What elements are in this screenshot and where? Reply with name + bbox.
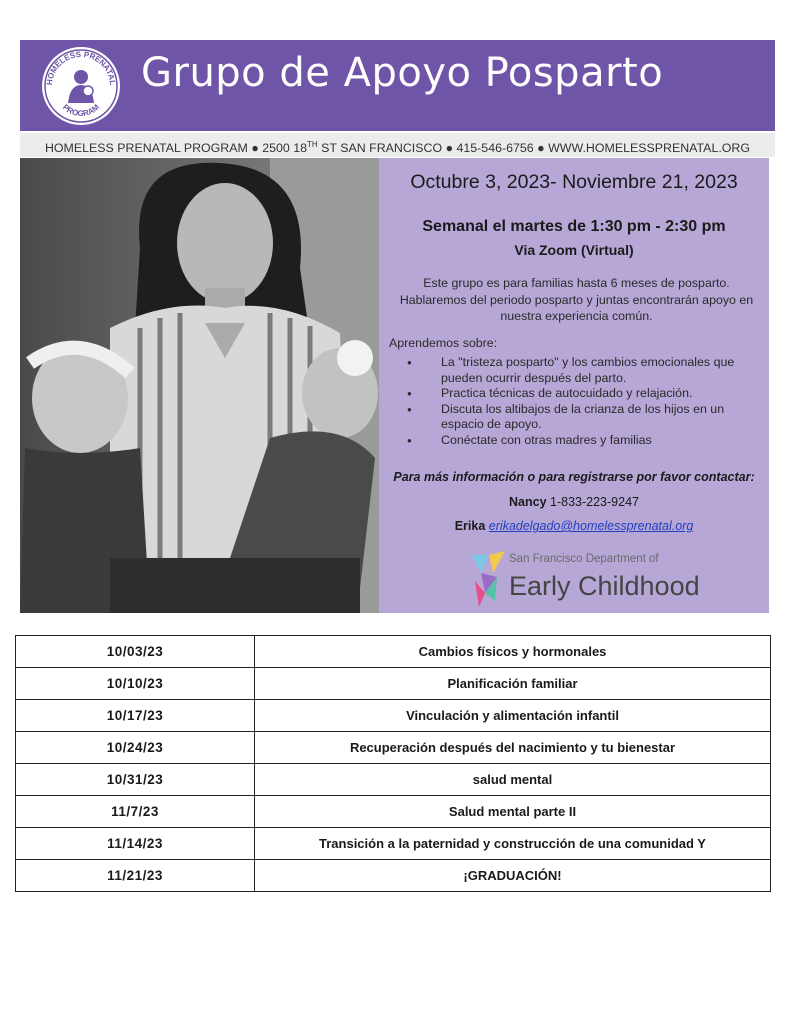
session-topic: Cambios físicos y hormonales xyxy=(255,636,771,668)
list-item: ● Conéctate con otras madres y familias xyxy=(407,433,762,449)
meeting-format: Via Zoom (Virtual) xyxy=(514,242,634,258)
table-row xyxy=(16,828,771,860)
sfdec-logo-mark-icon xyxy=(471,551,505,607)
session-date: 10/31/23 xyxy=(16,764,255,796)
session-date: 11/14/23 xyxy=(16,828,255,860)
list-item: ● Discuta los altibajos de la crianza de los hijos en un espacio de apoyo. xyxy=(407,402,762,433)
session-topic: ¡GRADUACIÓN! xyxy=(255,860,771,892)
table-row xyxy=(16,764,771,796)
sponsor-top-text: San Francisco Department of xyxy=(509,553,659,565)
list-item: ● Practica técnicas de autocuidado y relajación. xyxy=(407,386,762,402)
sponsor-logo xyxy=(471,551,701,609)
table-row xyxy=(16,668,771,700)
contact-email-link[interactable]: erikadelgado@homelessprenatal.org xyxy=(488,519,694,533)
header-banner xyxy=(20,40,775,131)
contact-nancy xyxy=(379,495,769,509)
session-topic: Salud mental parte II xyxy=(255,796,771,828)
table-row xyxy=(16,700,771,732)
separator: ● xyxy=(251,141,259,156)
separator: ● xyxy=(537,141,545,156)
org-name: HOMELESS PRENATAL PROGRAM xyxy=(44,141,248,156)
contact-bar xyxy=(20,133,775,157)
contact-erika xyxy=(379,519,769,533)
session-topic: salud mental xyxy=(255,764,771,796)
table-row xyxy=(16,796,771,828)
contact-heading: Para más información o para registrarse por favor contactar: xyxy=(393,470,755,484)
session-topic: Transición a la paternidad y construcción de una comunidad Y xyxy=(255,828,771,860)
logo-text-top: HOMELESS PRENATAL xyxy=(44,49,118,86)
session-date: 11/7/23 xyxy=(16,796,255,828)
list-item: ● La "tristeza posparto" y los cambios emocionales que pueden ocurrir después del parto. xyxy=(407,355,762,386)
schedule-table xyxy=(15,635,771,892)
topics-list xyxy=(407,355,762,448)
phone-number: 415-546-6756 xyxy=(456,141,534,156)
info-panel xyxy=(379,158,769,613)
session-topic: Vinculación y alimentación infantil xyxy=(255,700,771,732)
table-row xyxy=(16,732,771,764)
session-date: 10/17/23 xyxy=(16,700,255,732)
separator: ● xyxy=(445,141,454,156)
session-topic: Recuperación después del nacimiento y tu bienestar xyxy=(255,732,771,764)
session-date: 10/10/23 xyxy=(16,668,255,700)
contact-phone: 1-833-223-9247 xyxy=(550,495,639,509)
program-dates: Octubre 3, 2023- Noviembre 21, 2023 xyxy=(410,171,738,193)
contact-name: Erika xyxy=(454,519,486,533)
website-link[interactable]: WWW.HOMELESSPRENATAL.ORG xyxy=(548,141,751,156)
mother-with-twins-photo xyxy=(20,158,379,613)
table-row xyxy=(16,860,771,892)
logo-text-bottom: PROGRAM xyxy=(60,102,102,119)
group-description: Este grupo es para familias hasta 6 meses de posparto. Hablaremos del periodo posparto y juntas encontrarán apoyo en nuestra experiencia común. xyxy=(399,276,754,323)
sponsor-main-text: Early Childhood xyxy=(509,571,700,601)
session-date: 11/21/23 xyxy=(16,860,255,892)
weekly-schedule: Semanal el martes de 1:30 pm - 2:30 pm xyxy=(422,218,726,235)
address: 2500 18TH ST SAN FRANCISCO xyxy=(262,140,443,156)
session-topic: Planificación familiar xyxy=(255,668,771,700)
homeless-prenatal-logo xyxy=(40,45,122,127)
session-date: 10/03/23 xyxy=(16,636,255,668)
page-title: Grupo de Apoyo Posparto xyxy=(141,50,664,96)
session-date: 10/24/23 xyxy=(16,732,255,764)
contact-name: Nancy xyxy=(509,495,547,509)
table-row xyxy=(16,636,771,668)
learn-heading: Aprendemos sobre: xyxy=(389,336,498,350)
